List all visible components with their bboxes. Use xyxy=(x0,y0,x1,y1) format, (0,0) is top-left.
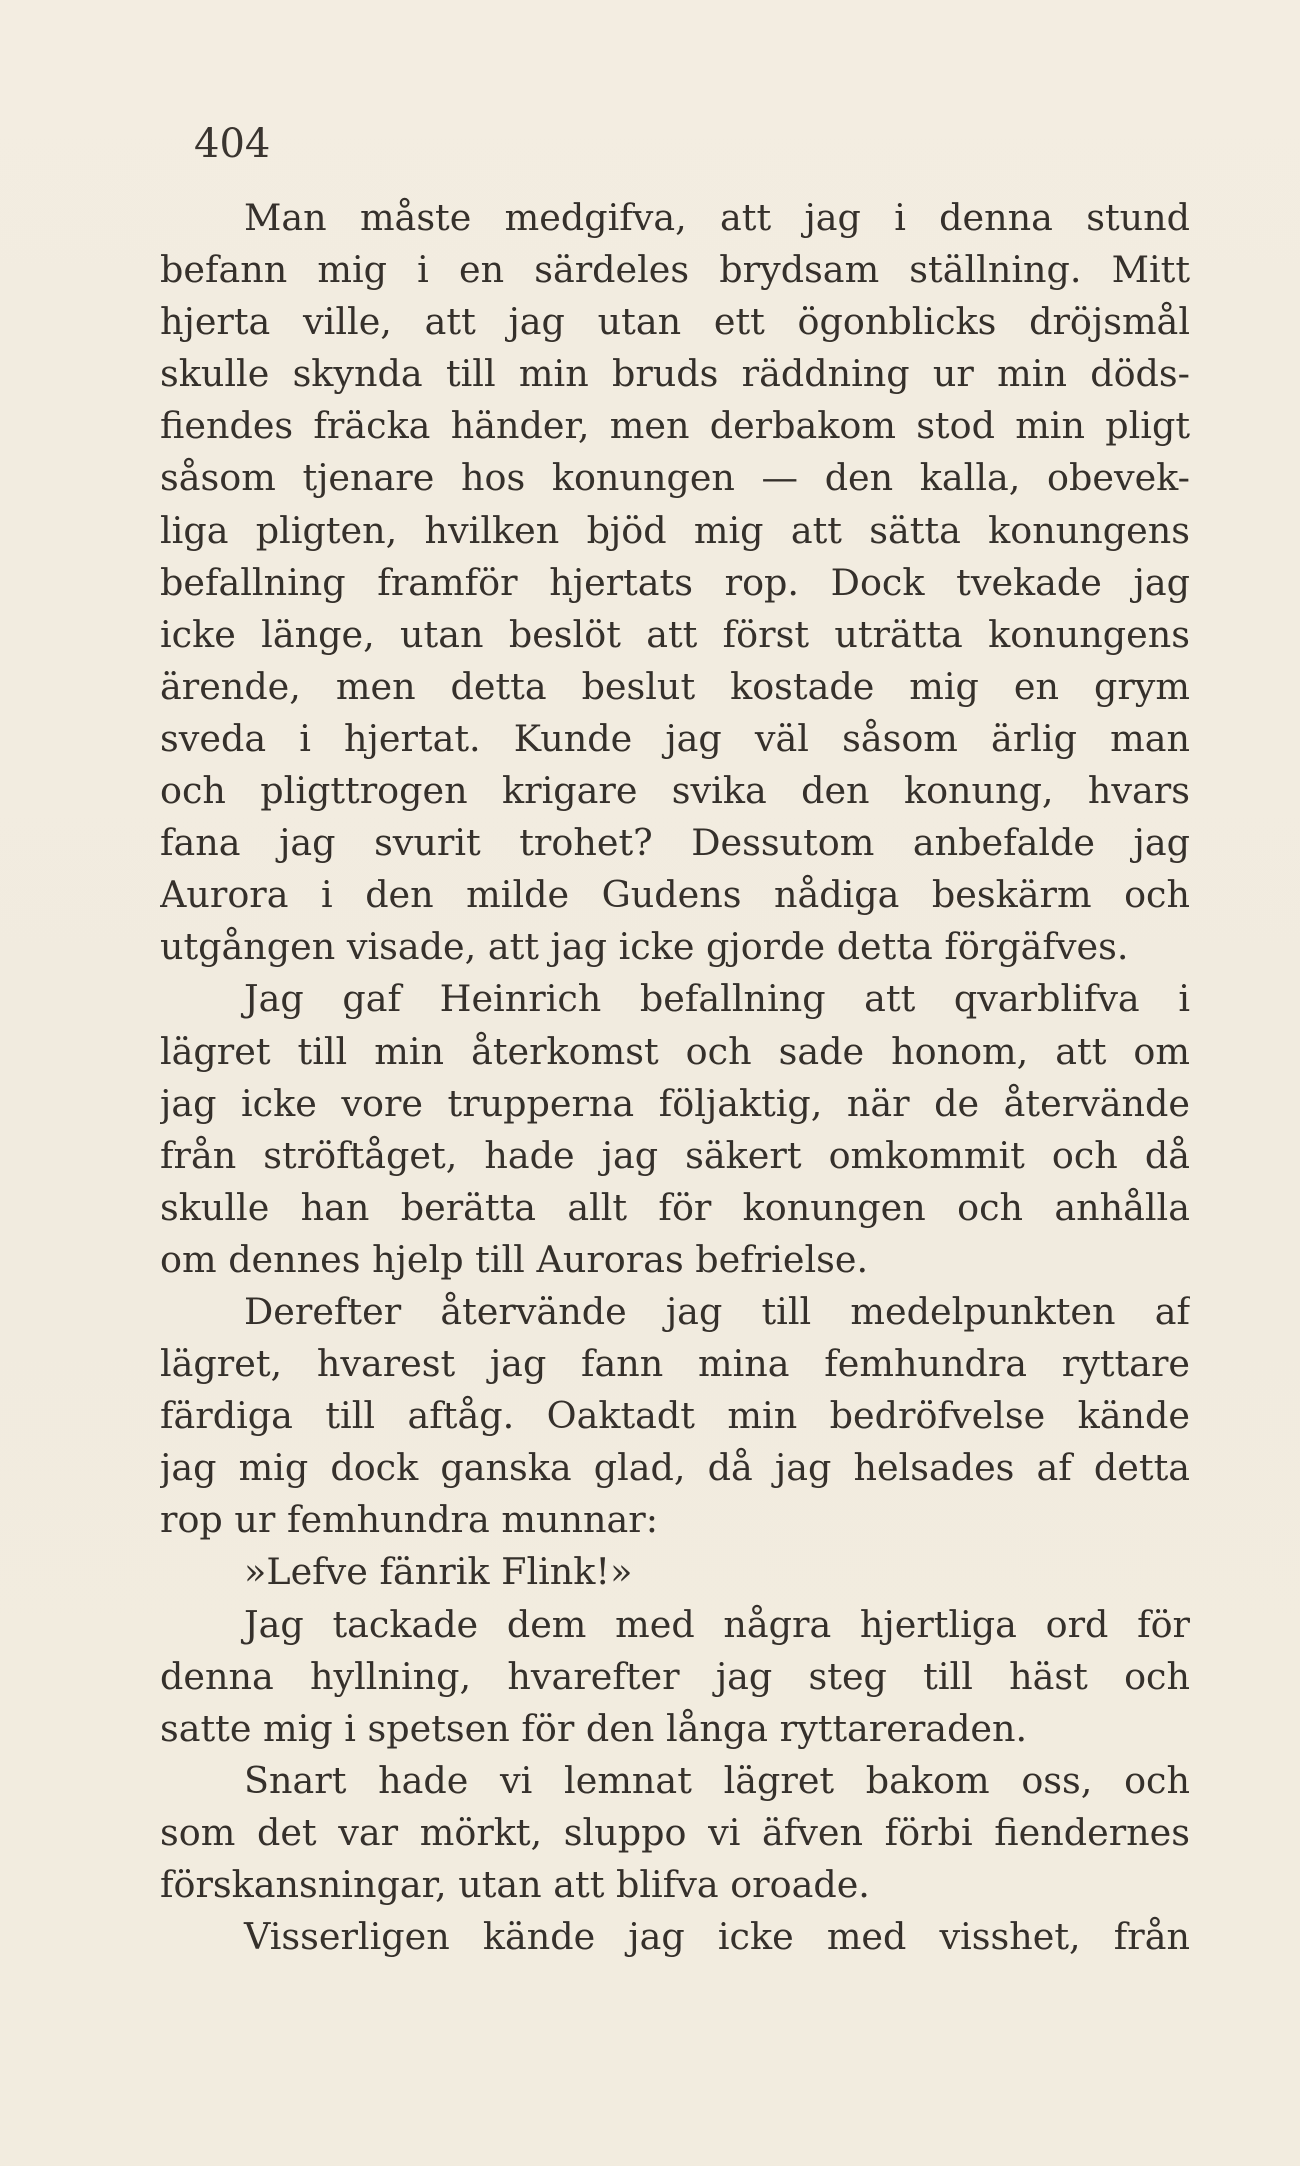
text-line: om dennes hjelp till Auroras befrielse. xyxy=(160,1237,869,1281)
text-line: rop ur femhundra munnar: xyxy=(160,1498,659,1542)
text-line: som det var mörkt, sluppo vi äfven förbi fiendernes xyxy=(160,1810,1190,1854)
text-line: från ströftåget, hade jag säkert omkommit och då xyxy=(160,1133,1190,1177)
text-line: ärende, men detta beslut kostade mig en grym xyxy=(160,664,1190,708)
text-line: Visserligen kände jag icke med visshet, från xyxy=(244,1915,1190,1959)
paragraph xyxy=(160,973,1190,1286)
text-line: färdiga till aftåg. Oaktadt min bedröfvelse kände xyxy=(160,1394,1190,1438)
text-line: sveda i hjertat. Kunde jag väl såsom ärlig man xyxy=(160,716,1190,760)
paragraph xyxy=(160,192,1190,973)
text-line: denna hyllning, hvarefter jag steg till häst och xyxy=(160,1654,1190,1698)
text-line: befallning framför hjertats rop. Dock tvekade jag xyxy=(160,560,1190,604)
paragraph xyxy=(160,1599,1190,1755)
paragraph xyxy=(160,1286,1190,1546)
text-line: jag icke vore trupperna följaktig, när de återvände xyxy=(160,1081,1190,1125)
text-line: Jag tackade dem med några hjertliga ord för xyxy=(244,1602,1190,1646)
text-line: Derefter återvände jag till medelpunkten af xyxy=(244,1289,1190,1333)
text-line: såsom tjenare hos konungen — den kalla, obevek- xyxy=(160,456,1190,500)
text-line: icke länge, utan beslöt att först uträtta konungens xyxy=(160,612,1190,656)
text-line: och pligttrogen krigare svika den konung, hvars xyxy=(160,769,1190,813)
text-line: Jag gaf Heinrich befallning att qvarblifva i xyxy=(244,977,1190,1021)
quote-paragraph xyxy=(160,1546,1190,1598)
text-line: liga pligten, hvilken bjöd mig att sätta konungens xyxy=(160,508,1190,552)
text-line: »Lefve fänrik Flink!» xyxy=(244,1550,633,1594)
paragraph xyxy=(160,1911,1190,1963)
paragraph xyxy=(160,1755,1190,1911)
text-line: fana jag svurit trohet? Dessutom anbefalde jag xyxy=(160,821,1190,865)
page-number: 404 xyxy=(194,121,271,167)
text-line: satte mig i spetsen för den långa ryttareraden. xyxy=(160,1706,1028,1750)
text-line: lägret, hvarest jag fann mina femhundra ryttare xyxy=(160,1342,1190,1386)
text-line: skulle skynda till min bruds räddning ur min döds- xyxy=(160,352,1190,396)
text-line: Man måste medgifva, att jag i denna stund xyxy=(244,196,1190,239)
text-line: hjerta ville, att jag utan ett ögonblicks dröjsmål xyxy=(160,300,1190,344)
text-line: fiendes fräcka händer, men derbakom stod min pligt xyxy=(160,404,1190,448)
body-text xyxy=(160,192,1190,1963)
text-line: jag mig dock ganska glad, då jag helsades af detta xyxy=(160,1446,1190,1490)
text-line: befann mig i en särdeles brydsam ställning. Mitt xyxy=(160,248,1190,292)
text-line: Snart hade vi lemnat lägret bakom oss, och xyxy=(244,1758,1190,1802)
text-line: utgången visade, att jag icke gjorde detta förgäfves. xyxy=(160,925,1129,969)
text-line: skulle han berätta allt för konungen och anhålla xyxy=(160,1185,1190,1229)
text-line: förskansningar, utan att blifva oroade. xyxy=(160,1863,870,1906)
text-line: lägret till min återkomst och sade honom, att om xyxy=(160,1029,1190,1073)
text-line: Aurora i den milde Gudens nådiga beskärm och xyxy=(160,873,1190,917)
